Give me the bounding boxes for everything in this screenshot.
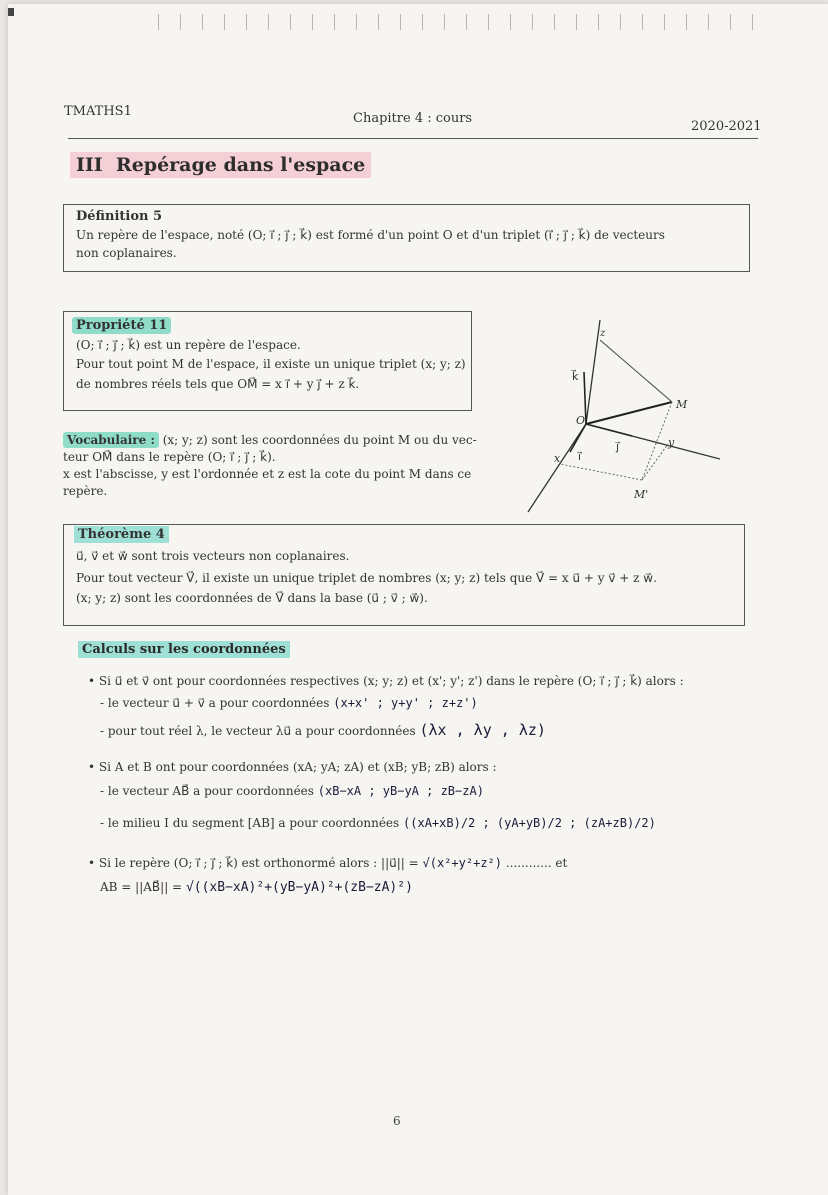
theorem-title bbox=[74, 527, 169, 542]
bullet2-sub2-text: - le milieu I du segment [AB] a pour coordonnées bbox=[100, 816, 400, 830]
theorem-line3: (x; y; z) sont les coordonnées de V⃗ dans la base (u⃗ ; v⃗ ; w⃗). bbox=[76, 591, 428, 605]
label-y: y bbox=[668, 436, 675, 449]
ruler-tick bbox=[598, 14, 599, 30]
ruler-tick bbox=[752, 14, 753, 30]
bullet3-sub-hand: √((xB−xA)²+(yB−yA)²+(zB−zA)²) bbox=[185, 880, 413, 895]
label-k: k⃗ bbox=[572, 370, 579, 383]
ruler-tick bbox=[180, 14, 181, 30]
ruler-tick bbox=[224, 14, 225, 30]
ruler-tick bbox=[334, 14, 335, 30]
ruler-tick bbox=[664, 14, 665, 30]
header-left: TMATHS1 bbox=[64, 104, 132, 119]
section-name: Repérage dans l'espace bbox=[115, 154, 366, 176]
ruler-tick bbox=[400, 14, 401, 30]
projection-y bbox=[642, 444, 668, 480]
ruler-tick bbox=[246, 14, 247, 30]
i-vector bbox=[570, 424, 586, 452]
bullet1-sub1 bbox=[100, 696, 478, 710]
theorem-line2: Pour tout vecteur V⃗, il existe un unique triplet de nombres (x; y; z) tels que V⃗ = x u⃗ + y v⃗ + z w⃗. bbox=[76, 571, 657, 585]
bullet2-text: Si A et B ont pour coordonnées (xA; yA; zA) et (xB; yB; zB) alors : bbox=[98, 760, 497, 774]
property-title-text: Propriété 11 bbox=[72, 317, 171, 334]
page bbox=[8, 4, 828, 1195]
ruler-tick bbox=[730, 14, 731, 30]
om-vector bbox=[586, 402, 672, 424]
bullet2: • Si A et B ont pour coordonnées (xA; yA; zA) et (xB; yB; zB) alors : bbox=[88, 760, 497, 774]
ruler-tick bbox=[532, 14, 533, 30]
bullet1-sub1-text: - le vecteur u⃗ + v⃗ a pour coordonnées bbox=[100, 696, 330, 710]
bullet3-sub bbox=[100, 880, 413, 895]
ruler-tick bbox=[312, 14, 313, 30]
projection-x bbox=[560, 464, 642, 480]
calculs-title-text: Calculs sur les coordonnées bbox=[78, 641, 290, 658]
ruler-tick bbox=[554, 14, 555, 30]
ruler-tick bbox=[202, 14, 203, 30]
bullet2-sub1 bbox=[100, 784, 484, 798]
ruler-tick bbox=[422, 14, 423, 30]
label-mprime: M' bbox=[634, 488, 649, 501]
ruler-tick bbox=[708, 14, 709, 30]
header-rule bbox=[68, 138, 758, 139]
x-axis bbox=[528, 424, 586, 512]
corner-mark bbox=[8, 8, 14, 16]
bullet3-sub-text: AB = ||AB⃗|| = bbox=[100, 880, 183, 894]
bullet1-sub1-hand: (x+x' ; y+y' ; z+z') bbox=[333, 696, 478, 710]
property-title bbox=[72, 318, 171, 333]
definition-line2: non coplanaires. bbox=[76, 246, 177, 260]
ruler-tick bbox=[378, 14, 379, 30]
bullet1-sub2-text: - pour tout réel λ, le vecteur λu⃗ a pour coordonnées bbox=[100, 724, 416, 738]
definition-box bbox=[63, 204, 750, 272]
label-i: i⃗ bbox=[578, 450, 582, 463]
label-j: j⃗ bbox=[616, 440, 620, 453]
vocabulary-line1: (x; y; z) sont les coordonnées du point M ou du vec- bbox=[158, 433, 477, 447]
axes-figure bbox=[520, 304, 720, 514]
label-x: x bbox=[554, 452, 561, 465]
ruler-tick bbox=[466, 14, 467, 30]
page-number: 6 bbox=[393, 1114, 401, 1128]
ruler-tick bbox=[356, 14, 357, 30]
calculs-title bbox=[78, 642, 290, 657]
property-box bbox=[63, 311, 472, 411]
ruler-tick bbox=[268, 14, 269, 30]
ruler-tick bbox=[488, 14, 489, 30]
property-line1: (O; i⃗ ; j⃗ ; k⃗) est un repère de l'espace. bbox=[76, 338, 301, 352]
bullet1-sub2-hand: (λx , λy , λz) bbox=[419, 721, 546, 739]
bullet1-text: Si u⃗ et v⃗ ont pour coordonnées respectives (x; y; z) et (x'; y'; z') dans le repère (O; i⃗ ; j⃗ ; k⃗) alors : bbox=[98, 674, 684, 688]
property-line3: de nombres réels tels que OM⃗ = x i⃗ + y j⃗ + z k⃗. bbox=[76, 377, 360, 391]
bullet1-sub2 bbox=[100, 721, 546, 739]
ruler-tick bbox=[620, 14, 621, 30]
definition-title: Définition 5 bbox=[76, 209, 163, 224]
vocabulary-line4: repère. bbox=[63, 484, 108, 498]
bullet3: • Si le repère (O; i⃗ ; j⃗ ; k⃗) est orthonormé alors : ||u⃗|| = √(x²+y²+z²) ............ et bbox=[88, 856, 568, 870]
bullet2-sub1-text: - le vecteur AB⃗ a pour coordonnées bbox=[100, 784, 314, 798]
bullet2-sub1-hand: (xB−xA ; yB−yA ; zB−zA) bbox=[317, 784, 484, 798]
bullet3-text: Si le repère (O; i⃗ ; j⃗ ; k⃗) est orthonormé alors : ||u⃗|| = bbox=[98, 856, 419, 870]
ruler-tick bbox=[576, 14, 577, 30]
bullet3-end: et bbox=[555, 856, 568, 870]
bullet1: • Si u⃗ et v⃗ ont pour coordonnées respectives (x; y; z) et (x'; y'; z') dans le repère (O; i⃗ ; j⃗ ; k⃗) alors : bbox=[88, 674, 684, 688]
z-axis bbox=[586, 320, 600, 424]
bullet2-sub2-hand: ((xA+xB)/2 ; (yA+yB)/2 ; (zA+zB)/2) bbox=[403, 816, 656, 830]
theorem-line1: u⃗, v⃗ et w⃗ sont trois vecteurs non coplanaires. bbox=[76, 549, 350, 563]
label-o: O bbox=[576, 414, 586, 427]
label-z: z bbox=[600, 328, 606, 339]
label-m: M bbox=[676, 398, 688, 411]
vocabulary-title: Vocabulaire : bbox=[63, 432, 159, 448]
property-line2: Pour tout point M de l'espace, il existe un unique triplet (x; y; z) bbox=[76, 357, 466, 371]
vocabulary-line3: x est l'abscisse, y est l'ordonnée et z est la cote du point M dans ce bbox=[63, 467, 472, 481]
ruler-tick bbox=[158, 14, 159, 30]
header-right: 2020-2021 bbox=[691, 119, 762, 134]
ruler-ticks bbox=[158, 10, 778, 32]
ruler-tick bbox=[642, 14, 643, 30]
vocabulary-line2: teur OM⃗ dans le repère (O; i⃗ ; j⃗ ; k⃗). bbox=[63, 450, 276, 464]
j-vector bbox=[586, 424, 632, 436]
projection-z bbox=[600, 340, 672, 402]
ruler-tick bbox=[510, 14, 511, 30]
ruler-tick bbox=[686, 14, 687, 30]
header-center: Chapitre 4 : cours bbox=[353, 111, 473, 126]
theorem-title-text: Théorème 4 bbox=[74, 526, 169, 543]
theorem-box bbox=[63, 524, 745, 626]
section-number: III bbox=[76, 154, 103, 176]
bullet3-hand: √(x²+y²+z²) bbox=[422, 856, 502, 870]
section-title bbox=[70, 154, 371, 176]
ruler-tick bbox=[444, 14, 445, 30]
vocabulary-block bbox=[63, 432, 483, 500]
definition-line1: Un repère de l'espace, noté (O; i⃗ ; j⃗ ; k⃗) est formé d'un point O et d'un triplet (i⃗ ; j⃗ ; k⃗) de vecteurs bbox=[76, 228, 665, 242]
ruler-tick bbox=[290, 14, 291, 30]
bullet2-sub2 bbox=[100, 816, 656, 830]
